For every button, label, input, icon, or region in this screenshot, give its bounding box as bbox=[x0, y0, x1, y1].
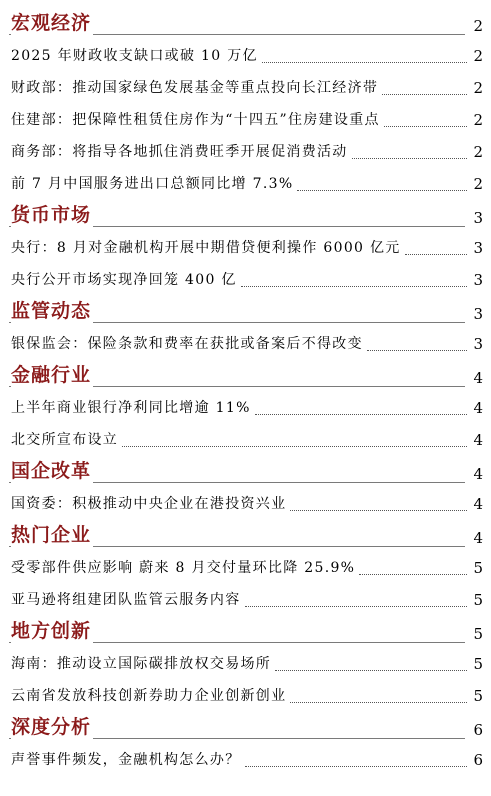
entry-page-number: 3 bbox=[473, 239, 483, 257]
dot-leader bbox=[352, 146, 467, 159]
entry-title: 声誉事件频发，金融机构怎么办？ bbox=[11, 752, 241, 768]
toc-entry[interactable] bbox=[9, 552, 483, 584]
entry-page-number: 3 bbox=[473, 271, 483, 289]
dot-leader bbox=[359, 562, 467, 575]
section-title: 宏观经济 bbox=[11, 12, 92, 34]
toc-entry[interactable] bbox=[9, 680, 483, 712]
dot-leader bbox=[245, 594, 468, 607]
entry-title: 银保监会：保险条款和费率在获批或备案后不得改变 bbox=[11, 336, 363, 352]
entry-page-number: 2 bbox=[473, 143, 483, 161]
entry-page-number: 4 bbox=[473, 399, 483, 417]
entry-title: 央行：8 月对金融机构开展中期借贷便利操作 6000 亿元 bbox=[11, 240, 401, 256]
dot-leader bbox=[290, 498, 467, 511]
entry-title: 前 7 月中国服务进出口总额同比增 7.3% bbox=[11, 176, 294, 192]
entry-page-number: 2 bbox=[473, 79, 483, 97]
section-page-number: 4 bbox=[473, 369, 483, 387]
toc-entry[interactable] bbox=[9, 488, 483, 520]
dot-leader bbox=[384, 114, 467, 127]
toc-entry[interactable] bbox=[9, 744, 483, 776]
toc-entry[interactable] bbox=[9, 392, 483, 424]
entry-title: 财政部：推动国家绿色发展基金等重点投向长江经济带 bbox=[11, 80, 379, 96]
section-title: 货币市场 bbox=[11, 204, 92, 226]
entry-title: 北交所宣布设立 bbox=[11, 432, 119, 448]
toc-section-heading[interactable] bbox=[9, 616, 483, 648]
section-page-number: 4 bbox=[473, 465, 483, 483]
dot-leader bbox=[290, 690, 467, 703]
section-page-number: 3 bbox=[473, 305, 483, 323]
entry-title: 上半年商业银行净利同比增逾 11% bbox=[11, 400, 251, 416]
entry-page-number: 4 bbox=[473, 495, 483, 513]
toc-entry[interactable] bbox=[9, 232, 483, 264]
section-page-number: 4 bbox=[473, 529, 483, 547]
entry-title: 2025 年财政收支缺口或破 10 万亿 bbox=[11, 48, 258, 64]
toc-entry[interactable] bbox=[9, 136, 483, 168]
entry-page-number: 2 bbox=[473, 111, 483, 129]
toc-entry[interactable] bbox=[9, 104, 483, 136]
dot-leader bbox=[275, 658, 467, 671]
section-page-number: 3 bbox=[473, 209, 483, 227]
section-page-number: 6 bbox=[473, 721, 483, 739]
entry-title: 央行公开市场实现净回笼 400 亿 bbox=[11, 272, 237, 288]
entry-page-number: 6 bbox=[473, 751, 483, 769]
entry-title: 国资委：积极推动中央企业在港投资兴业 bbox=[11, 496, 287, 512]
section-title: 金融行业 bbox=[11, 364, 92, 386]
section-page-number: 5 bbox=[473, 625, 483, 643]
section-title: 监管动态 bbox=[11, 300, 92, 322]
toc-entry[interactable] bbox=[9, 264, 483, 296]
table-of-contents bbox=[9, 8, 483, 776]
dot-leader bbox=[367, 338, 467, 351]
toc-entry[interactable] bbox=[9, 72, 483, 104]
entry-page-number: 5 bbox=[473, 687, 483, 705]
dot-leader bbox=[297, 178, 467, 191]
entry-title: 海南：推动设立国际碳排放权交易场所 bbox=[11, 656, 272, 672]
toc-section-heading[interactable] bbox=[9, 296, 483, 328]
toc-section-heading[interactable] bbox=[9, 360, 483, 392]
entry-page-number: 2 bbox=[473, 47, 483, 65]
toc-entry[interactable] bbox=[9, 40, 483, 72]
dot-leader bbox=[262, 50, 467, 63]
toc-entry[interactable] bbox=[9, 424, 483, 456]
entry-page-number: 2 bbox=[473, 175, 483, 193]
dot-leader bbox=[245, 754, 468, 767]
section-title: 热门企业 bbox=[11, 524, 92, 546]
toc-entry[interactable] bbox=[9, 168, 483, 200]
toc-section-heading[interactable] bbox=[9, 520, 483, 552]
section-title: 地方创新 bbox=[11, 620, 92, 642]
entry-page-number: 5 bbox=[473, 559, 483, 577]
section-title: 深度分析 bbox=[11, 716, 92, 738]
section-page-number: 2 bbox=[473, 17, 483, 35]
entry-title: 商务部：将指导各地抓住消费旺季开展促消费活动 bbox=[11, 144, 348, 160]
toc-section-heading[interactable] bbox=[9, 456, 483, 488]
section-title: 国企改革 bbox=[11, 460, 92, 482]
entry-title: 亚马逊将组建团队监管云服务内容 bbox=[11, 592, 241, 608]
toc-section-heading[interactable] bbox=[9, 712, 483, 744]
entry-title: 受零部件供应影响 蔚来 8 月交付量环比降 25.9% bbox=[11, 560, 356, 576]
toc-entry[interactable] bbox=[9, 584, 483, 616]
dot-leader bbox=[405, 242, 467, 255]
dot-leader bbox=[255, 402, 467, 415]
entry-page-number: 4 bbox=[473, 431, 483, 449]
entry-page-number: 5 bbox=[473, 655, 483, 673]
dot-leader bbox=[241, 274, 467, 287]
toc-entry[interactable] bbox=[9, 648, 483, 680]
dot-leader bbox=[382, 82, 467, 95]
toc-section-heading[interactable] bbox=[9, 8, 483, 40]
entry-page-number: 5 bbox=[473, 591, 483, 609]
entry-page-number: 3 bbox=[473, 335, 483, 353]
entry-title: 住建部：把保障性租赁住房作为“十四五”住房建设重点 bbox=[11, 112, 380, 128]
dot-leader bbox=[122, 434, 467, 447]
entry-title: 云南省发放科技创新券助力企业创新创业 bbox=[11, 688, 287, 704]
toc-section-heading[interactable] bbox=[9, 200, 483, 232]
toc-entry[interactable] bbox=[9, 328, 483, 360]
